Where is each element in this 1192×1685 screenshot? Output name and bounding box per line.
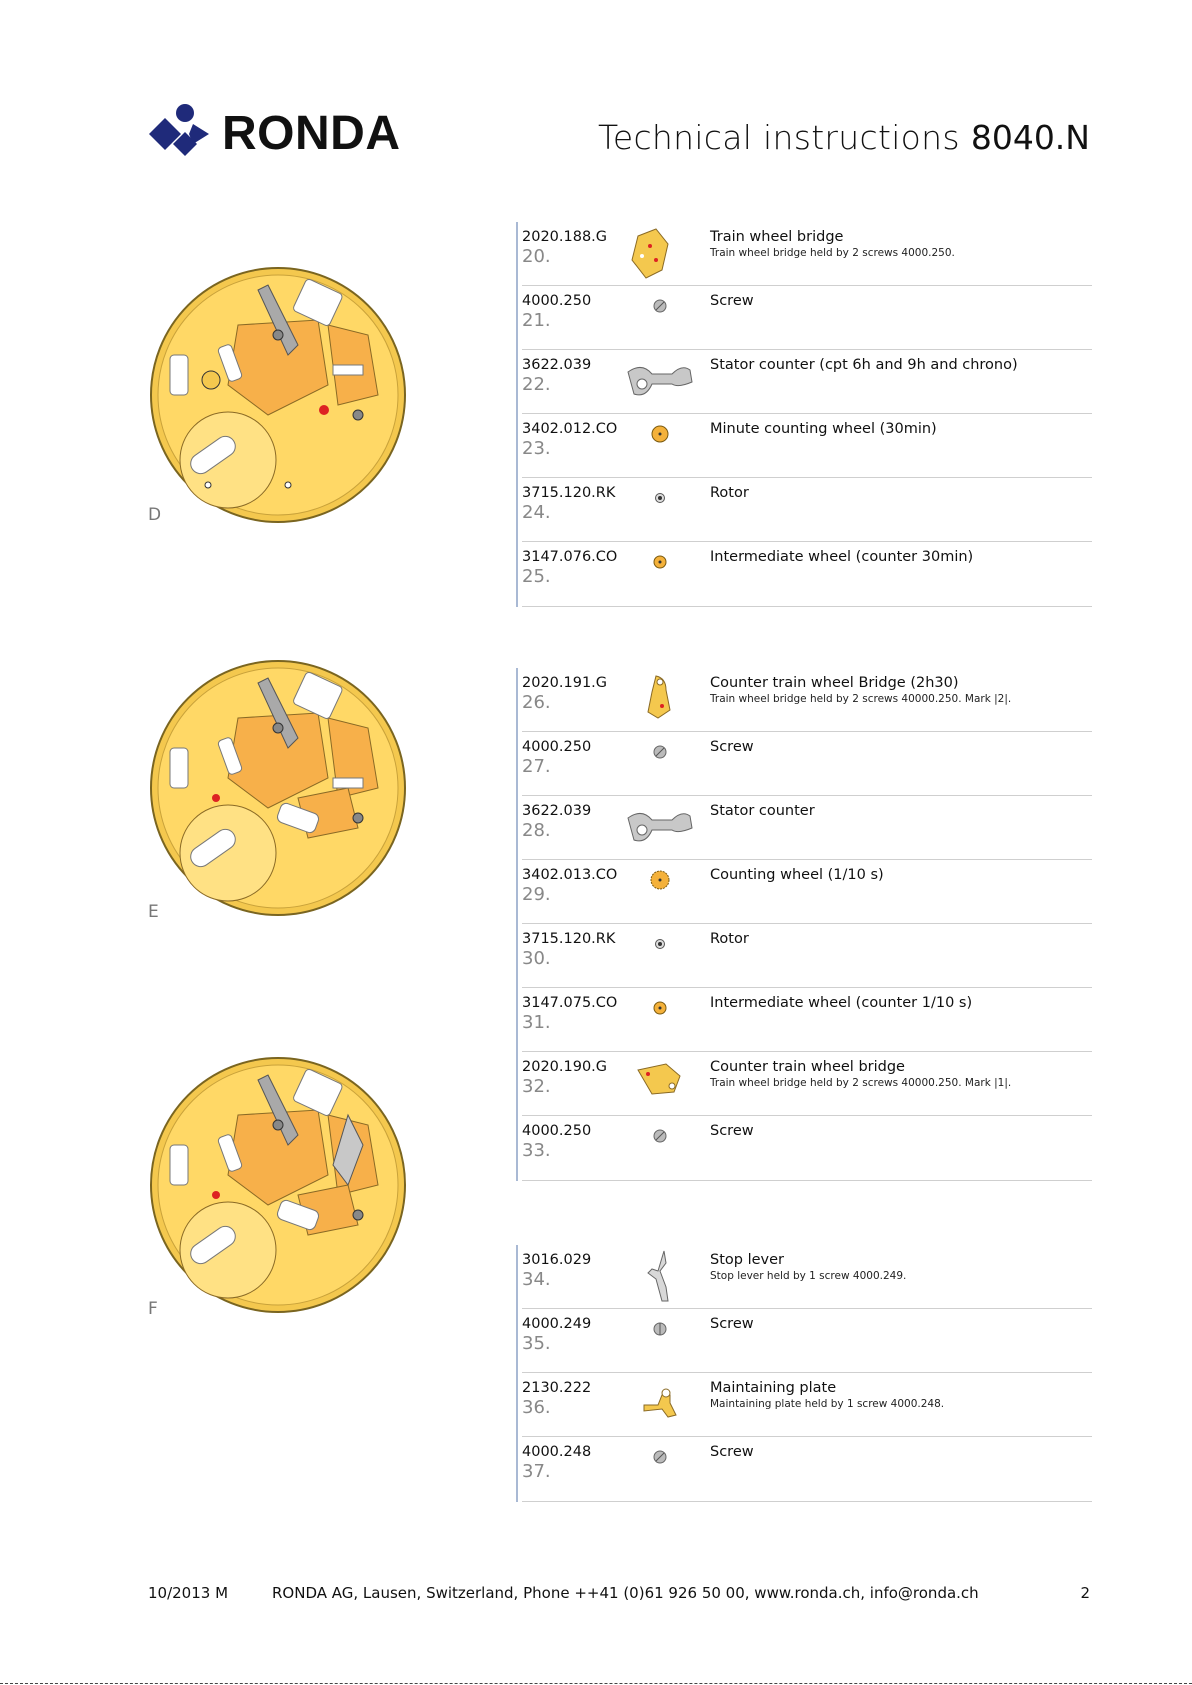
part-row: [522, 860, 1092, 924]
part-note: Train wheel bridge held by 2 screws 4000.250.: [710, 247, 955, 259]
part-row: [522, 1052, 1092, 1116]
stator-icon: [622, 354, 698, 410]
rotor-icon: [622, 928, 698, 984]
part-row: [522, 796, 1092, 860]
part-description: Maintaining plate: [710, 1380, 837, 1396]
step-number: 28.: [522, 820, 551, 841]
step-number: 24.: [522, 502, 551, 523]
ronda-diamond-icon: [148, 102, 210, 164]
part-note: Train wheel bridge held by 2 screws 40000.250. Mark |2|.: [710, 693, 1012, 705]
part-number: 3016.029: [522, 1252, 592, 1268]
part-row: [522, 542, 1092, 607]
step-number: 26.: [522, 692, 551, 713]
part-description: Stator counter: [710, 803, 815, 819]
part-description: Counting wheel (1/10 s): [710, 867, 884, 883]
screw-icon: [622, 1120, 698, 1176]
step-number: 29.: [522, 884, 551, 905]
step-number: 32.: [522, 1076, 551, 1097]
part-row: [522, 478, 1092, 542]
page-edge-divider: [0, 1683, 1192, 1684]
movement-diagram-f: [148, 1055, 408, 1315]
screw-alt-icon: [622, 1313, 698, 1369]
step-number: 27.: [522, 756, 551, 777]
part-description: Train wheel bridge: [710, 229, 844, 245]
part-description: Screw: [710, 293, 754, 309]
part-number: 4000.248: [522, 1444, 592, 1460]
step-number: 34.: [522, 1269, 551, 1290]
step-number: 25.: [522, 566, 551, 587]
part-row: [522, 1309, 1092, 1373]
page-number: 2: [1080, 1584, 1090, 1602]
parts-group-d: [516, 222, 1092, 607]
stator-icon: [622, 800, 698, 856]
part-number: 3402.012.CO: [522, 421, 618, 437]
diagram-label: F: [148, 1299, 158, 1319]
part-note: Train wheel bridge held by 2 screws 40000.250. Mark |1|.: [710, 1077, 1012, 1089]
wheel-icon: [622, 418, 698, 474]
step-number: 20.: [522, 246, 551, 267]
part-note: Stop lever held by 1 screw 4000.249.: [710, 1270, 907, 1282]
part-row: [522, 1437, 1092, 1502]
part-row: [522, 1116, 1092, 1181]
part-row: [522, 668, 1092, 732]
diagram-label: D: [148, 505, 162, 525]
part-number: 3715.120.RK: [522, 931, 616, 947]
step-number: 31.: [522, 1012, 551, 1033]
movement-code: 8040.N: [970, 118, 1090, 157]
screw-icon: [622, 290, 698, 346]
part-number: 3715.120.RK: [522, 485, 616, 501]
ronda-logo: [148, 102, 401, 164]
movement-diagram-e: [148, 658, 408, 918]
part-row: [522, 1373, 1092, 1437]
part-number: 4000.249: [522, 1316, 592, 1332]
part-row: [522, 1245, 1092, 1309]
part-row: [522, 924, 1092, 988]
part-description: Stop lever: [710, 1252, 784, 1268]
bridge-icon: [622, 226, 698, 282]
part-number: 3147.075.CO: [522, 995, 618, 1011]
gear-icon: [622, 864, 698, 920]
step-number: 35.: [522, 1333, 551, 1354]
part-description: Counter train wheel Bridge (2h30): [710, 675, 959, 691]
step-number: 33.: [522, 1140, 551, 1161]
step-number: 37.: [522, 1461, 551, 1482]
rotor-icon: [622, 482, 698, 538]
footer-address: RONDA AG, Lausen, Switzerland, Phone ++41 (0)61 926 50 00, www.ronda.ch, info@ronda.ch: [272, 1584, 979, 1602]
part-description: Screw: [710, 739, 754, 755]
step-number: 36.: [522, 1397, 551, 1418]
part-description: Intermediate wheel (counter 1/10 s): [710, 995, 973, 1011]
part-row: [522, 988, 1092, 1052]
movement-diagram-d: [148, 265, 408, 525]
part-number: 2020.190.G: [522, 1059, 608, 1075]
part-description: Rotor: [710, 931, 749, 947]
part-description: Screw: [710, 1123, 754, 1139]
small-wheel-icon: [622, 992, 698, 1048]
part-description: Minute counting wheel (30min): [710, 421, 937, 437]
part-row: [522, 350, 1092, 414]
footer-date: 10/2013 M: [148, 1584, 229, 1602]
part-number: 3147.076.CO: [522, 549, 618, 565]
step-number: 23.: [522, 438, 551, 459]
lever-icon: [622, 1249, 698, 1305]
part-number: 3622.039: [522, 357, 592, 373]
parts-group-e: [516, 668, 1092, 1181]
part-description: Screw: [710, 1316, 754, 1332]
part-description: Rotor: [710, 485, 749, 501]
screw-icon: [622, 736, 698, 792]
parts-group-f: [516, 1245, 1092, 1502]
plate-icon: [622, 1377, 698, 1433]
part-description: Stator counter (cpt 6h and 9h and chrono): [710, 357, 1018, 373]
brand-name: RONDA: [222, 106, 401, 160]
part-row: [522, 414, 1092, 478]
part-number: 4000.250: [522, 739, 592, 755]
part-row: [522, 732, 1092, 796]
step-number: 30.: [522, 948, 551, 969]
part-number: 2020.188.G: [522, 229, 608, 245]
screw-icon: [622, 1441, 698, 1497]
part-description: Screw: [710, 1444, 754, 1460]
part-number: 2020.191.G: [522, 675, 608, 691]
part-number: 3402.013.CO: [522, 867, 618, 883]
part-row: [522, 222, 1092, 286]
part-description: Intermediate wheel (counter 30min): [710, 549, 974, 565]
diagram-label: E: [148, 902, 159, 922]
part-description: Counter train wheel bridge: [710, 1059, 905, 1075]
part-number: 2130.222: [522, 1380, 592, 1396]
bridge-flat-icon: [622, 1056, 698, 1112]
part-number: 3622.039: [522, 803, 592, 819]
part-row: [522, 286, 1092, 350]
part-number: 4000.250: [522, 293, 592, 309]
document-title: Technical instructions: [598, 118, 960, 157]
step-number: 22.: [522, 374, 551, 395]
step-number: 21.: [522, 310, 551, 331]
bridge-small-icon: [622, 672, 698, 728]
part-number: 4000.250: [522, 1123, 592, 1139]
small-wheel-icon: [622, 546, 698, 602]
part-note: Maintaining plate held by 1 screw 4000.248.: [710, 1398, 945, 1410]
